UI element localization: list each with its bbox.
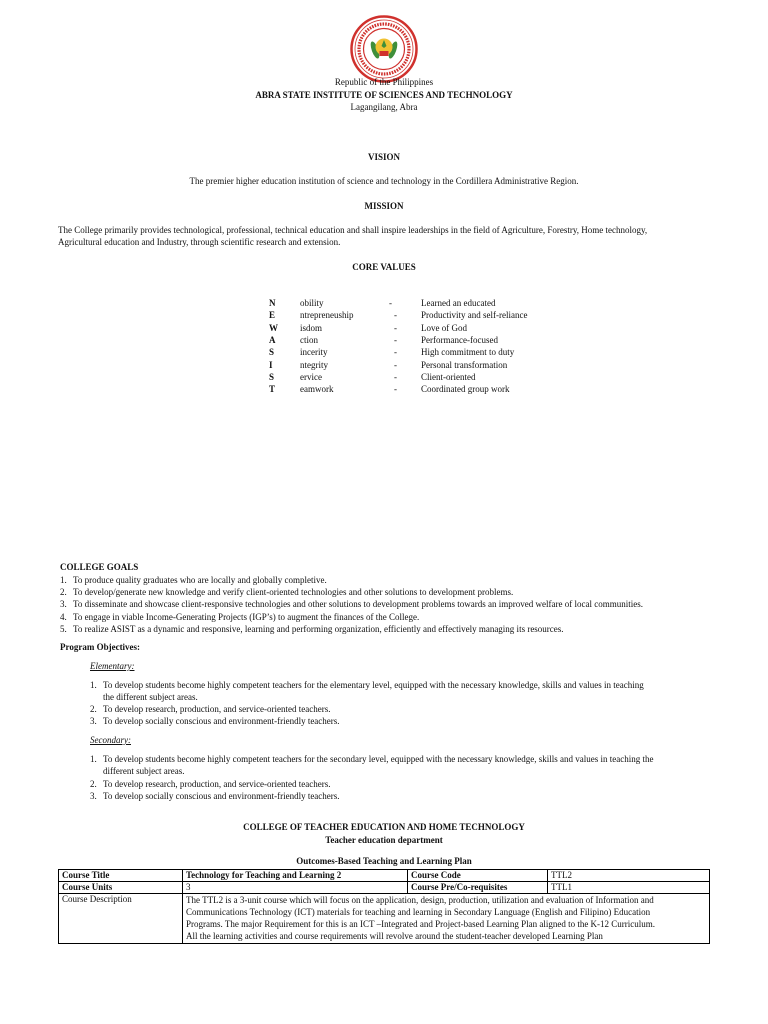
college-name: COLLEGE OF TEACHER EDUCATION AND HOME TECHNOLOGY bbox=[243, 822, 525, 832]
objective-item bbox=[0, 703, 768, 715]
course-description-line: Programs. The major Requirement for this is an ICT –Integrated and Project-based Learning Plan aligned to the K-12 Curriculum. bbox=[186, 919, 656, 929]
core-value-separator: - bbox=[394, 347, 397, 357]
objective-item bbox=[0, 790, 768, 802]
institution-name: ABRA STATE INSTITUTE OF SCIENCES AND TECHNOLOGY bbox=[255, 90, 513, 100]
course-prerequisites-value: TTL1 bbox=[548, 882, 710, 894]
course-info-table bbox=[58, 869, 710, 944]
institution-seal-logo bbox=[350, 15, 418, 83]
core-value-meaning: Client-oriented bbox=[421, 372, 476, 382]
course-units-row bbox=[59, 882, 710, 894]
objective-number: 3. bbox=[90, 791, 97, 801]
core-value-row bbox=[0, 346, 768, 358]
core-value-meaning: Performance-focused bbox=[421, 335, 498, 345]
course-code-value: TTL2 bbox=[548, 870, 710, 882]
core-value-letter: T bbox=[269, 384, 276, 394]
plan-title: Outcomes-Based Teaching and Learning Plan bbox=[296, 856, 472, 866]
mission-text-line: The College primarily provides technological, professional, technical education and shall inspire leaderships in the field of Agriculture, Forestry, Home technology, bbox=[58, 225, 648, 235]
course-description-text bbox=[183, 894, 710, 944]
goal-number: 3. bbox=[60, 599, 67, 609]
core-value-word: isdom bbox=[300, 323, 323, 333]
country-line: Republic of the Philippines bbox=[334, 77, 434, 87]
objective-item-continuation bbox=[0, 691, 768, 703]
goal-number: 4. bbox=[60, 612, 67, 622]
core-value-letter: E bbox=[269, 310, 276, 320]
mission-heading: MISSION bbox=[364, 201, 404, 211]
core-value-meaning: Coordinated group work bbox=[421, 384, 510, 394]
college-goals-heading: COLLEGE GOALS bbox=[60, 562, 139, 572]
core-value-row bbox=[0, 309, 768, 321]
core-value-row bbox=[0, 297, 768, 309]
course-units-value: 3 bbox=[183, 882, 408, 894]
course-code-label: Course Code bbox=[408, 870, 548, 882]
core-value-word: ction bbox=[300, 335, 318, 345]
goal-item bbox=[0, 598, 768, 610]
goal-text: To produce quality graduates who are locally and globally completive. bbox=[73, 575, 327, 585]
objective-text: To develop students become highly competent teachers for the secondary level, equipped with the necessary knowledge, skills and values in teaching the bbox=[103, 754, 654, 764]
core-value-word: obility bbox=[300, 298, 324, 308]
objective-text: the different subject areas. bbox=[103, 692, 198, 702]
course-title-row bbox=[59, 870, 710, 882]
objective-text: To develop research, production, and service-oriented teachers. bbox=[103, 779, 331, 789]
objective-number: 1. bbox=[90, 680, 97, 690]
goal-text: To realize ASIST as a dynamic and responsive, learning and performing organization, efficiently and effectively managing its resources. bbox=[73, 624, 564, 634]
seal-book-emblem bbox=[380, 51, 389, 56]
core-value-word: incerity bbox=[300, 347, 328, 357]
course-units-label: Course Units bbox=[59, 882, 183, 894]
core-value-word: ervice bbox=[300, 372, 322, 382]
elementary-label: Elementary: bbox=[90, 661, 135, 671]
core-value-separator: - bbox=[394, 372, 397, 382]
core-value-letter: S bbox=[269, 372, 275, 382]
core-value-meaning: Learned an educated bbox=[421, 298, 496, 308]
objective-number: 2. bbox=[90, 704, 97, 714]
core-value-row bbox=[0, 383, 768, 395]
goal-item bbox=[0, 611, 768, 623]
core-value-row bbox=[0, 371, 768, 383]
core-value-meaning: High commitment to duty bbox=[421, 347, 515, 357]
core-value-separator: - bbox=[394, 323, 397, 333]
objective-text: To develop research, production, and service-oriented teachers. bbox=[103, 704, 331, 714]
course-title-label: Course Title bbox=[59, 870, 183, 882]
objective-text: different subject areas. bbox=[103, 766, 185, 776]
objective-text: To develop students become highly competent teachers for the elementary level, equipped with the necessary knowledge, skills and values in teaching bbox=[103, 680, 644, 690]
course-description-row bbox=[59, 894, 710, 944]
core-value-row bbox=[0, 322, 768, 334]
course-prerequisites-label: Course Pre/Co-requisites bbox=[408, 882, 548, 894]
objective-item bbox=[0, 679, 768, 691]
core-value-row bbox=[0, 334, 768, 346]
core-value-separator: - bbox=[394, 360, 397, 370]
goal-text: To develop/generate new knowledge and verify client-oriented technologies and other solutions to development problems. bbox=[73, 587, 514, 597]
secondary-label: Secondary: bbox=[90, 735, 131, 745]
goal-item bbox=[0, 574, 768, 586]
core-values-heading: CORE VALUES bbox=[352, 262, 416, 272]
goal-number: 5. bbox=[60, 624, 67, 634]
objective-number: 1. bbox=[90, 754, 97, 764]
goal-text: To engage in viable Income-Generating Projects (IGP’s) to augment the finances of the College. bbox=[73, 612, 420, 622]
core-value-separator: - bbox=[394, 335, 397, 345]
core-value-letter: I bbox=[269, 360, 273, 370]
core-value-separator: - bbox=[389, 298, 392, 308]
core-value-letter: N bbox=[269, 298, 276, 308]
core-value-word: eamwork bbox=[300, 384, 334, 394]
core-value-separator: - bbox=[394, 384, 397, 394]
course-title-value: Technology for Teaching and Learning 2 bbox=[183, 870, 408, 882]
department-name: Teacher education department bbox=[325, 835, 443, 845]
objective-text: To develop socially conscious and environment-friendly teachers. bbox=[103, 791, 340, 801]
core-value-letter: A bbox=[269, 335, 276, 345]
goal-number: 1. bbox=[60, 575, 67, 585]
vision-text: The premier higher education institution of science and technology in the Cordillera Administrative Region. bbox=[189, 176, 579, 186]
institution-location: Lagangilang, Abra bbox=[350, 102, 418, 112]
core-value-separator: - bbox=[394, 310, 397, 320]
core-value-letter: S bbox=[269, 347, 275, 357]
core-value-row bbox=[0, 359, 768, 371]
core-value-letter: W bbox=[269, 323, 278, 333]
objective-number: 2. bbox=[90, 779, 97, 789]
goal-item bbox=[0, 586, 768, 598]
core-value-meaning: Productivity and self-reliance bbox=[421, 310, 528, 320]
objective-item bbox=[0, 715, 768, 727]
core-value-word: ntrepreneuship bbox=[300, 310, 354, 320]
goal-text: To disseminate and showcase client-responsive technologies and other solutions to development problems towards an improved welfare of local communities. bbox=[73, 599, 643, 609]
course-description-label: Course Description bbox=[59, 894, 183, 944]
core-value-meaning: Love of God bbox=[421, 323, 467, 333]
goal-number: 2. bbox=[60, 587, 67, 597]
objective-item bbox=[0, 778, 768, 790]
objective-text: To develop socially conscious and environment-friendly teachers. bbox=[103, 716, 340, 726]
vision-heading: VISION bbox=[367, 152, 400, 162]
objective-item bbox=[0, 753, 768, 765]
goal-item bbox=[0, 623, 768, 635]
program-objectives-heading: Program Objectives: bbox=[60, 642, 141, 652]
mission-text-line: Agricultural education and Industry, through scientific research and extension. bbox=[58, 237, 341, 247]
course-description-line: Communications Technology (ICT) materials for teaching and learning in Secondary Language (English and Filipino) Education bbox=[186, 907, 651, 917]
core-value-word: ntegrity bbox=[300, 360, 328, 370]
core-value-meaning: Personal transformation bbox=[421, 360, 508, 370]
objective-number: 3. bbox=[90, 716, 97, 726]
objective-item-continuation bbox=[0, 765, 768, 777]
course-description-line: The TTL2 is a 3-unit course which will focus on the application, design, production, utilization and evaluation of Information and bbox=[186, 895, 654, 905]
course-description-line: All the learning activities and course requirements will revolve around the student-teacher developed Learning Plan bbox=[186, 931, 603, 941]
